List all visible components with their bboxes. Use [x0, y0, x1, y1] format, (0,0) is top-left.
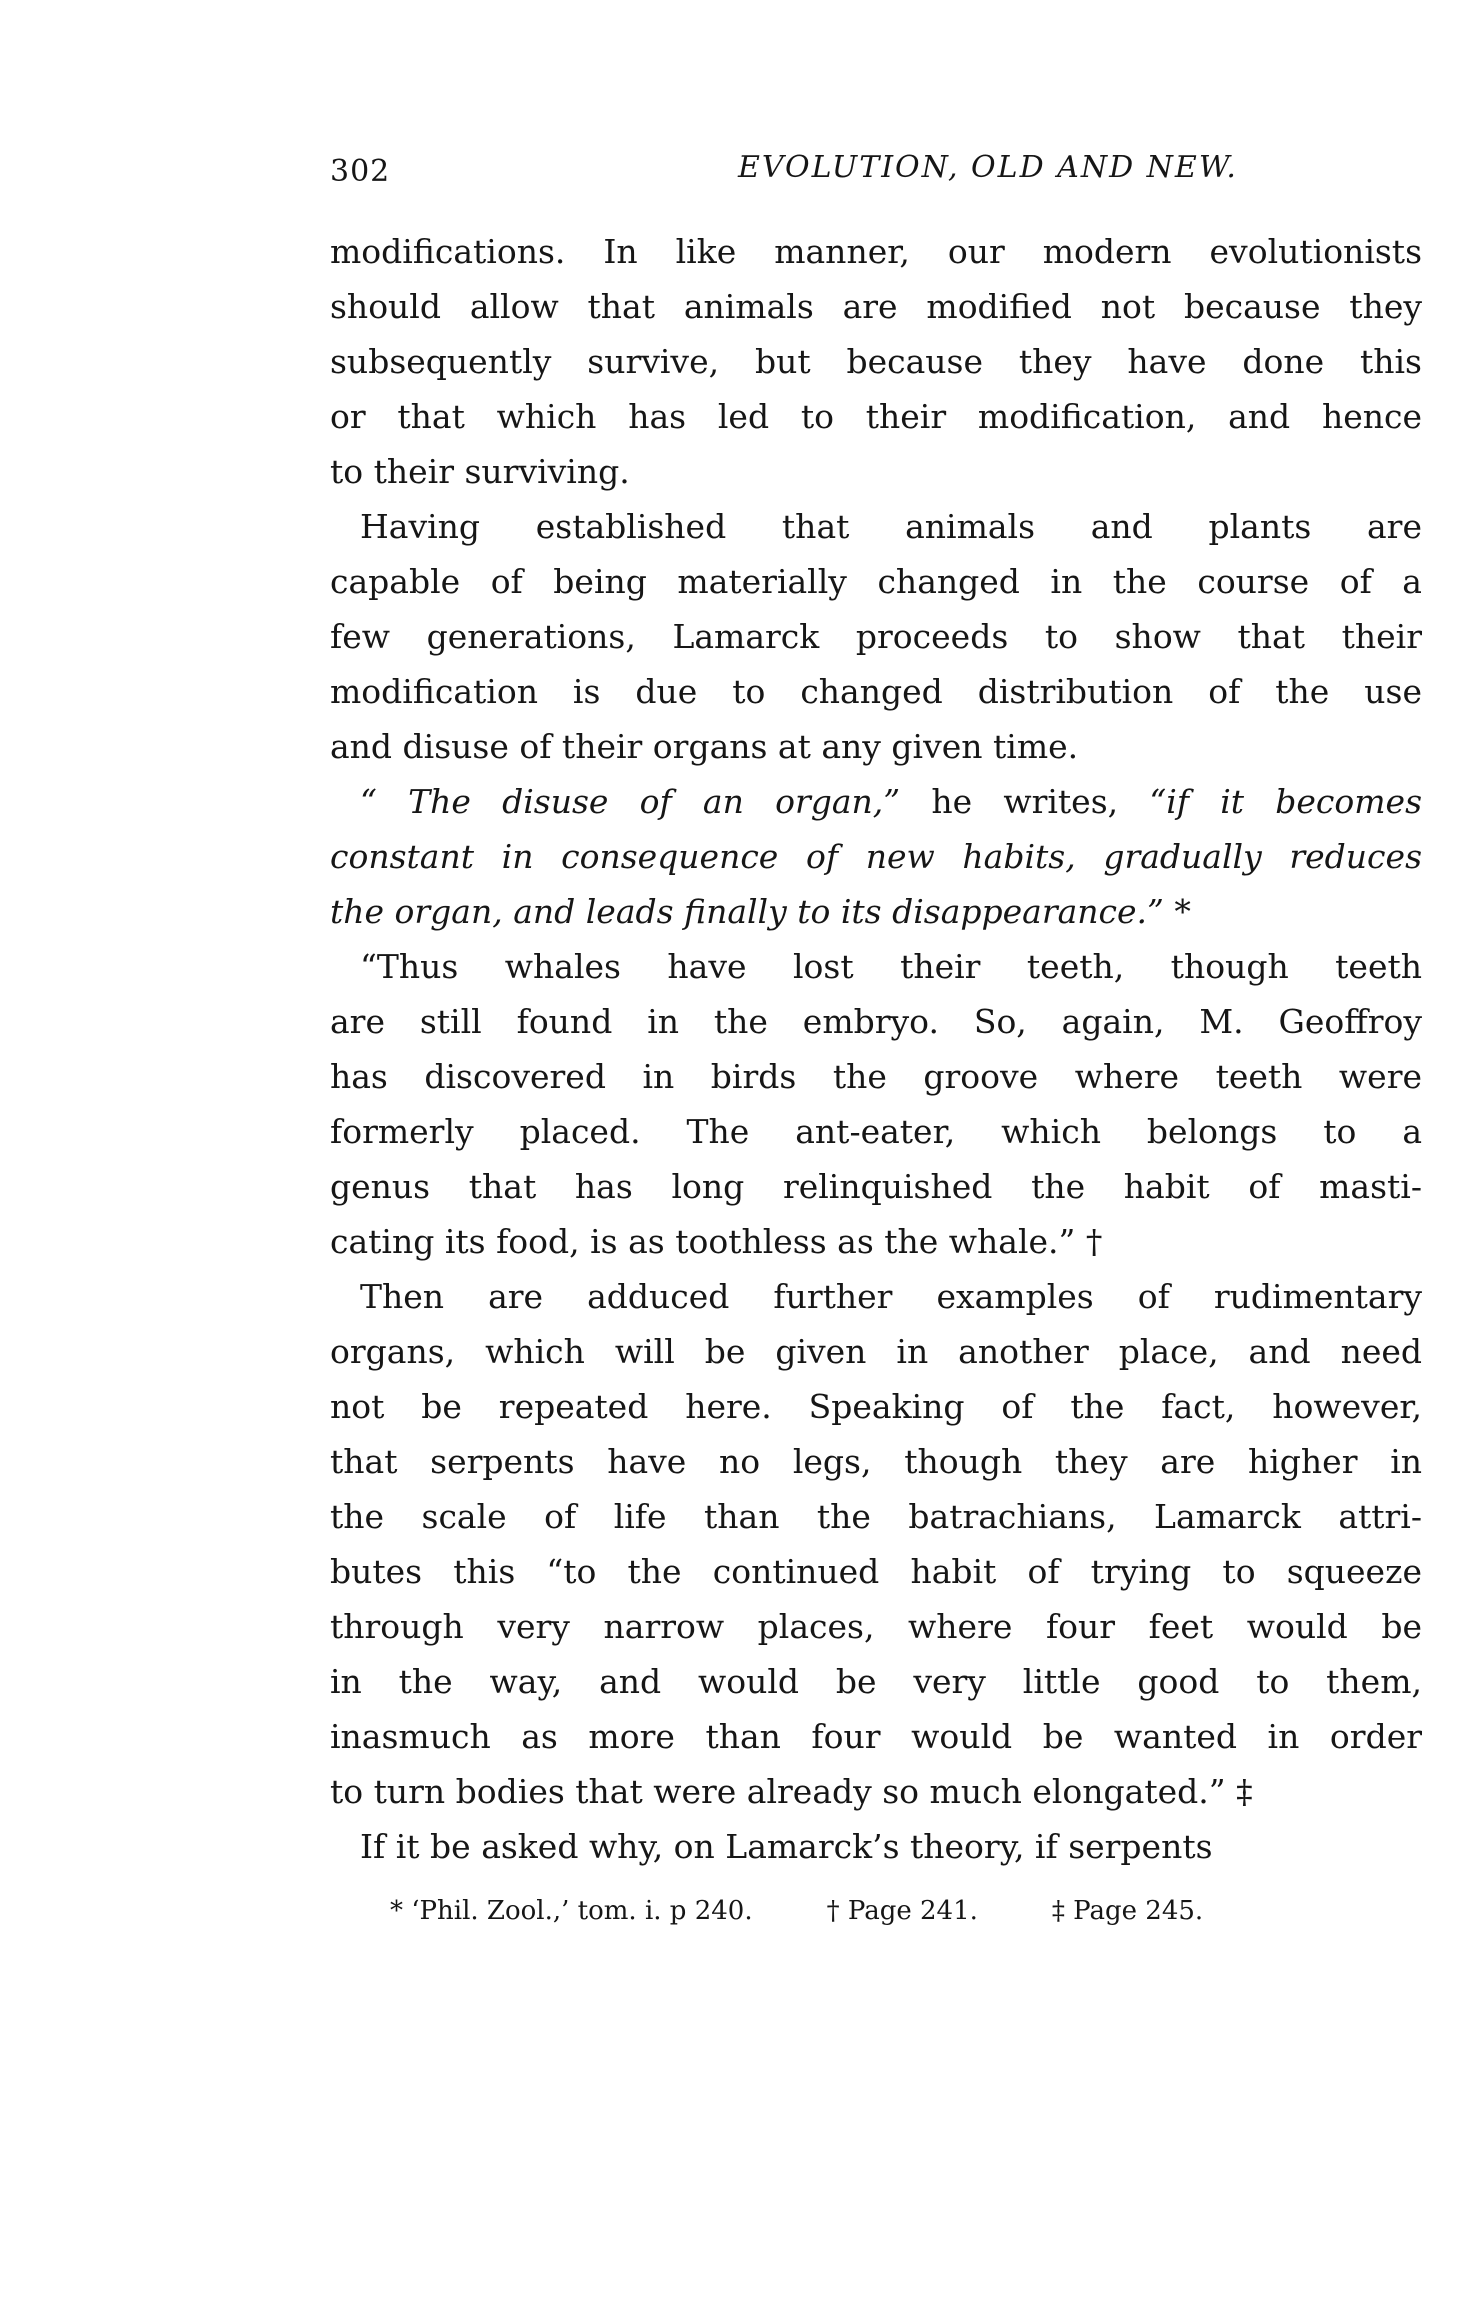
- text-line: Having established that animals and plants are: [360, 507, 1422, 546]
- text-line: [330, 774, 1422, 829]
- text-line: are still found in the embryo. So, again, M. Geoffroy: [330, 1002, 1422, 1041]
- text-line: few generations, Lamarck proceeds to show that their: [330, 617, 1422, 656]
- italic-text-segment: constant in consequence of new habits, gradually reduces: [330, 837, 1422, 876]
- text-line: or that which has led to their modification, and hence: [330, 397, 1422, 436]
- running-head-title: EVOLUTION, OLD AND NEW.: [738, 150, 1238, 185]
- text-line: butes this “to the continued habit of trying to squeeze: [330, 1552, 1422, 1591]
- text-column: [330, 150, 1422, 1928]
- text-line: If it be asked why, on Lamarck’s theory, if serpents: [360, 1827, 1213, 1866]
- paragraph: [330, 1819, 1422, 1874]
- paragraph: [330, 774, 1422, 939]
- text-line: should allow that animals are modified not because they: [330, 287, 1422, 326]
- text-line: through very narrow places, where four feet would be: [330, 1607, 1422, 1646]
- roman-text-segment: *: [1174, 892, 1191, 931]
- text-line: subsequently survive, but because they have done this: [330, 342, 1422, 381]
- text-line: [330, 884, 1422, 939]
- text-line: “Thus whales have lost their teeth, though teeth: [360, 947, 1422, 986]
- text-line: and disuse of their organs at any given time.: [330, 727, 1079, 766]
- page-number: 302: [330, 154, 391, 189]
- text-line: Then are adduced further examples of rudimentary: [360, 1277, 1422, 1316]
- paragraph: [330, 1269, 1422, 1819]
- body-text: [330, 224, 1422, 1874]
- text-line: has discovered in birds the groove where teeth were: [330, 1057, 1422, 1096]
- text-line: inasmuch as more than four would be wanted in order: [330, 1717, 1422, 1756]
- text-line: to their surviving.: [330, 452, 630, 491]
- text-line: to turn bodies that were already so much elongated.” ‡: [330, 1772, 1253, 1811]
- text-line: the scale of life than the batrachians, Lamarck attri-: [330, 1497, 1422, 1536]
- text-line: genus that has long relinquished the habit of masti-: [330, 1167, 1422, 1206]
- text-line: in the way, and would be very little good to them,: [330, 1662, 1422, 1701]
- text-line: formerly placed. The ant-eater, which belongs to a: [330, 1112, 1422, 1151]
- footnote-item: † Page 241.: [826, 1896, 978, 1926]
- text-line: [330, 829, 1422, 884]
- paragraph: [330, 939, 1422, 1269]
- italic-text-segment: the organ, and leads finally to its disappearance.”: [330, 892, 1175, 931]
- italic-text-segment: “ The disuse of an organ,”: [360, 782, 932, 821]
- text-line: that serpents have no legs, though they are higher in: [330, 1442, 1422, 1481]
- text-line: modification is due to changed distribution of the use: [330, 672, 1422, 711]
- text-line: organs, which will be given in another place, and need: [330, 1332, 1422, 1371]
- text-line: not be repeated here. Speaking of the fact, however,: [330, 1387, 1422, 1426]
- running-header: [330, 150, 1422, 224]
- roman-text-segment: he writes,: [931, 782, 1150, 821]
- footnote: [330, 1894, 1422, 1928]
- paragraph: [330, 224, 1422, 499]
- text-line: cating its food, is as toothless as the whale.” †: [330, 1222, 1103, 1261]
- paragraph: [330, 499, 1422, 774]
- footnote-item: ‡ Page 245.: [1051, 1896, 1204, 1926]
- text-line: capable of being materially changed in the course of a: [330, 562, 1422, 601]
- italic-text-segment: “if it becomes: [1149, 782, 1422, 821]
- text-line: modifications. In like manner, our modern evolutionists: [330, 232, 1422, 271]
- footnote-item: * ‘Phil. Zool.,’ tom. i. p 240.: [390, 1896, 753, 1926]
